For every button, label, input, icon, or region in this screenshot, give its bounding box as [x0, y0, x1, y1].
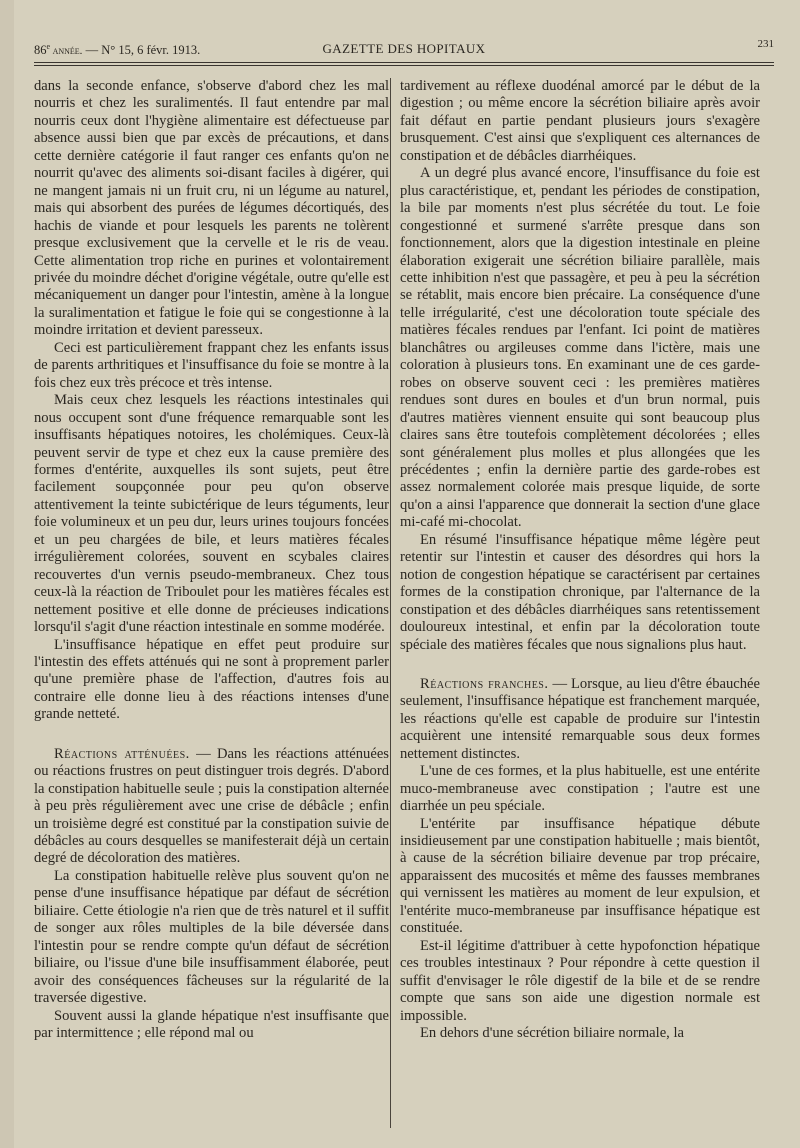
paragraph: L'insuffisance hépatique en effet peut produire sur l'intestin des effets atténués qui ne sont à proprement parler qu'une première phase de l'affection, d'autres fois au contraire elle donne lieu à des réactions intenses d'une grande netteté.: [34, 636, 389, 723]
paragraph: En dehors d'une sécrétion biliaire normale, la: [420, 1025, 685, 1042]
section-paragraph: [34, 746, 389, 868]
paragraph: Est-il légitime d'attribuer à cette hypofonction hépatique ces troubles intestinaux ? Pour répondre à cette question il suffit d'envisager le rôle digestif de la bile et de se rendre compte que sans son aide une digestion normale est impossible.: [400, 937, 760, 1024]
paragraph: L'entérite par insuffisance hépatique débute insidieusement par une constipation habituelle ; mais bientôt, à cause de la sécrétion biliaire devenue par trop précaire, apparaissent des mucosités et même des fausses membranes qui vernissent les matières au moment de leur expulsion, et l'entérite muco-membraneuse par insuffisance hépatique est constituée.: [400, 815, 760, 937]
paragraph: La constipation habituelle relève plus souvent qu'on ne pense d'une insuffisance hépatique par défaut de sécrétion biliaire. Cette étiologie n'a rien que de très naturel et il suffit de songer aux rôles multiples de la bile déversée dans l'intestin pour se rendre compte qu'un défaut de sécrétion biliaire, ou l'issue d'une bile insuffisamment élaborée, peut avoir des conséquences fâcheuses sur la régularité de la traversée digestive.: [34, 867, 389, 1007]
page-header: [34, 38, 774, 60]
header-rule-double: [34, 65, 774, 66]
paragraph: A un degré plus avancé encore, l'insuffisance du foie est plus caractéristique, et, pendant les périodes de constipation, la bile par moments n'est plus sécrétée du tout. Le foie congestionné et surmené s'arrête presque dans son fonctionnement, alors que la digestion intestinale en pleine élaboration exigerait une sécrétion biliaire parallèle, mais cette inhibition n'est que passagère, et peu à peu la sécrétion se rétablit, mais encore bien précaire. La conséquence d'une telle irrégularité, c'est une décoloration toute spéciale des matières fécales rendues par l'enfant. Ici point de matières blanchâtres ou argileuses comme dans l'ictère, mais une coloration à plusieurs tons. En examinant une de ces garde-robes on observe souvent ceci : les premières matières rendues sont dures en boules et d'un brun normal, puis d'autres matières viennent ensuite qui sont beaucoup plus claires sans être toutefois complètement décolorées ; elles sont généralement plus molles et plus allongées que les précédentes ; enfin la dernière partie des garde-robes est assez normalement colorée mais presque liquide, de sorte qu'on a ainsi l'apparence que donnerait la section d'une glace mi-café mi-chocolat.: [400, 165, 760, 531]
left-column: [34, 78, 389, 1042]
section-heading: Réactions franches.: [420, 675, 549, 692]
issue-year-suffix: e: [46, 42, 51, 51]
paragraph: L'une de ces formes, et la plus habituelle, est une entérite muco-membraneuse avec constipation ; l'autre est une diarrhée un peu spéciale.: [400, 763, 760, 815]
column-divider: [390, 78, 391, 1128]
issue-year-number: 86: [34, 43, 47, 58]
section-text: — Dans les réactions atténuées ou réactions frustres on peut distinguer trois degrés. D'abord la constipation habituelle seule ; puis la constipation alternée à peu près régulièrement avec une crise de débâcle ; enfin un troisième degré est constitué par la constipation suivie de débâcles au cours desquelles se manifesterait déjà un certain degré de décoloration des matières.: [34, 745, 390, 867]
paragraph: Souvent aussi la glande hépatique n'est insuffisante que par intermittence ; elle répond mal ou: [34, 1007, 389, 1042]
journal-title: GAZETTE DES HOPITAUX: [322, 41, 486, 56]
paragraph: Mais ceux chez lesquels les réactions intestinales qui nous occupent sont d'une fréquence remarquable sont les insuffisants hépatiques notoires, les cholémiques. Ceux-là peuvent servir de type et chez eux la cause première des formes d'entérite, auxquelles ils sont sujets, peut être facilement soupçonnée pour peu qu'on observe attentivement la teinte subictérique de leurs téguments, leur foie volumineux et un peu dur, leurs urines toujours foncées et un peu chargées de bile, et leurs matières fécales irrégulièrement colorées, souvent en scybales claires recouvertes d'un vernis pseudo-membraneux. Chez tous ceux-là la réaction de Triboulet pour les matières fécales est nettement positive et elle donne de précieuses indications lorsqu'il s'agit d'une réaction intestinale en somme modérée.: [34, 392, 389, 636]
paragraph: tardivement au réflexe duodénal amorcé par le début de la digestion ; ou même encore la sécrétion biliaire après avoir fait défaut en partie pendant plusieurs jours s'exagère brusquement. C'est ainsi que s'expliquent ces alternances de constipation et de débâcles diarrhéiques.: [400, 78, 760, 164]
section-paragraph: [400, 676, 760, 763]
header-rule: [34, 62, 774, 63]
paragraph: Ceci est particulièrement frappant chez les enfants issus de parents arthritiques et l'insuffisance du foie se montre à la fois chez eux très précoce et très intense.: [34, 339, 389, 391]
page-number: 231: [757, 38, 774, 50]
issue-year-word: année.: [52, 45, 83, 58]
journal-page: [14, 0, 800, 1148]
right-column: [400, 78, 760, 1042]
section-heading: Réactions atténuées.: [54, 745, 190, 762]
paragraph: dans la seconde enfance, s'observe d'abord chez les mal nourris et chez les suralimentés. Il faut entendre par mal nourris ceux dont l'hygiène alimentaire est défectueuse par absence aussi bien que par excès de précautions, et dans cette dernière catégorie il faut ranger ces enfants qu'on ne nourrit qu'avec des aliments soi-disant faciles à digérer, qui ne mangent jamais ni un fruit cru, ni un légume au naturel, mais qui absorbent des purées de légumes décortiqués, des hachis de viande et pour lesquels les parents ne tolèrent presque exclusivement que la cervelle et le ris de veau. Cette alimentation trop riche en purines et volontairement privée du moindre déchet d'origine végétale, outre qu'elle est mécaniquement un danger pour l'intestin, amène à la longue la suralimentation et fatigue le foie qui se congestionne à la moindre irritation et devient paresseux.: [34, 78, 389, 339]
section-text: — Lorsque, au lieu d'être ébauchée seulement, l'insuffisance hépatique est franchement marquée, les réactions qu'elle est capable de produire sur l'intestin acquièrent une intensité remarquable sous deux formes nettement distinctes.: [400, 675, 760, 762]
paragraph: En résumé l'insuffisance hépatique même légère peut retentir sur l'intestin et causer des désordres qui hors la notion de congestion hépatique se caractérisent par certaines formes de la constipation chronique, par l'alternance de la constipation et des débâcles diarrhéiques sans retentissement douloureux intestinal, et enfin par la décoloration toute spéciale des matières fécales que nous signalions plus haut.: [400, 531, 760, 653]
issue-number-date: — N° 15, 6 févr. 1913.: [82, 43, 201, 58]
